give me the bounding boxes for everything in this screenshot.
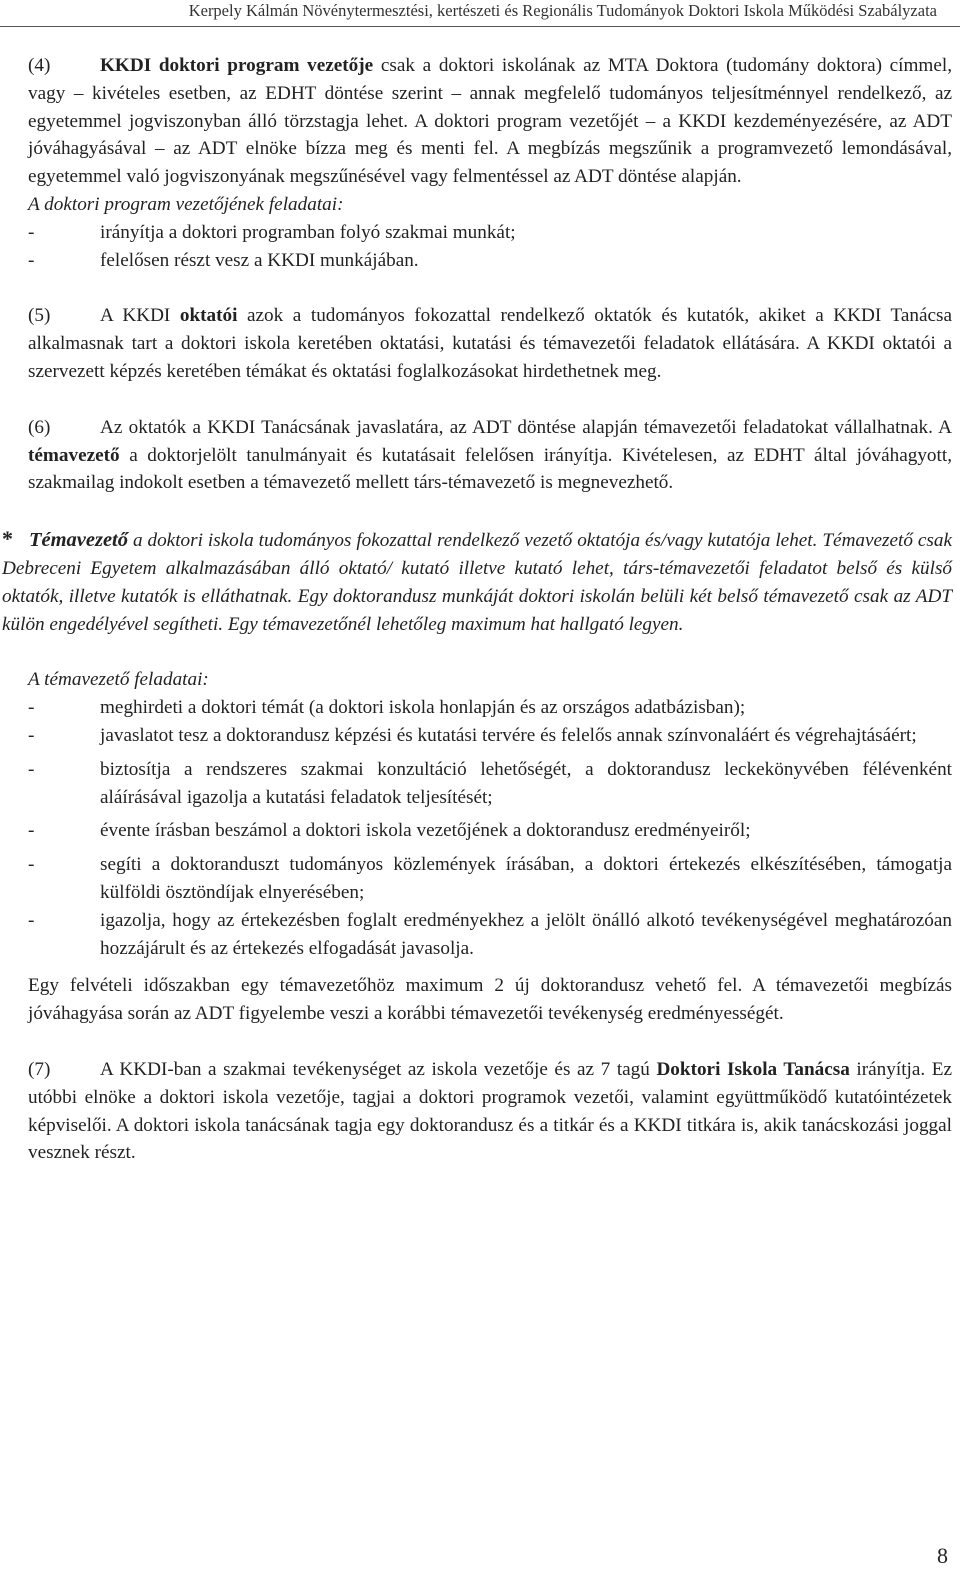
bold-term: Doktori Iskola Tanácsa [656, 1058, 850, 1080]
program-leader-duties-list [28, 219, 952, 275]
section-5-paragraph: (5) A KKDI oktatói azok a tudományos fokozattal rendelkező oktatók és kutatók, akiket a KKDI Tanácsa alkalmasnak tart a doktori iskola keretében oktatási, kutatási és témavezetői feladatok ellátására. A KKDI oktatói a szervezett képzés keretében témákat és oktatási foglalkozásokat hirdethetnek meg. [28, 302, 952, 385]
section-4-paragraph [28, 52, 952, 191]
page-number: 8 [937, 1543, 948, 1568]
bold-term: Témavezető [28, 529, 128, 552]
supervisor-duties-list [28, 694, 952, 962]
list-item: - meghirdeti a doktori témát (a doktori iskola honlapján és az országos adatbázisban); [28, 697, 746, 719]
list-item: - biztosítja a rendszeres szakmai konzultáció lehetőségét, a doktorandusz leckekönyvében félévenként aláírásával igazolja a kutatási feladatok teljesítését; [28, 758, 952, 808]
section-6-paragraph: (6) Az oktatók a KKDI Tanácsának javaslatára, az ADT döntése alapján témavezetői feladatokat vállalhatnak. A témavezető a doktorjelölt tanulmányait és kutatásait felelősen irányítja. Kivételesen, az EDHT által jóváhagyott, szakmailag indokolt esetben a témavezető mellett társ-témavezető is megnevezhető. [28, 414, 952, 497]
list-item: - javaslatot tesz a doktorandusz képzési és kutatási tervére és felelős annak színvonaláért és végrehajtásáért; [28, 724, 917, 746]
section-number: (6) [28, 416, 51, 438]
list-item: - segíti a doktoranduszt tudományos közlemények írásában, a doktori értekezés elkészítésében, támogatja külföldi ösztöndíjak elnyerésében; [28, 854, 952, 903]
section-number: (7) [28, 1058, 51, 1080]
running-header [0, 0, 960, 27]
section-number: (5) [28, 305, 51, 327]
paragraph-text: csak a doktori iskolának az MTA Doktora (tudomány doktora) címmel, vagy – kivételes esetben, az EDHT döntése szerint – annak megfelelő tudományos teljesítménnyel rendelkező, az egyetemmel jogviszonyban álló törzstagja lehet. A doktori program vezetőjét – a KKDI kezdeményezésére, az ADT jóváhagyásával – az ADT elnöke bízza meg és menti fel. A megbízás megszűnik a programvezető lemondásával, egyetemmel való jogviszonyának megszűnésével vagy felmentéssel az ADT döntése alapján. [28, 55, 953, 188]
list-item: - irányítja a doktori programban folyó szakmai munkát; [28, 221, 516, 243]
document-body [2, 52, 953, 1167]
list-item: - felelősen részt vesz a KKDI munkájában. [28, 249, 419, 271]
supervisor-duties-title: A témavezető feladatai: [28, 669, 209, 691]
bold-term: KKDI doktori program vezetője [100, 55, 374, 76]
list-item: - igazolja, hogy az értekezésben foglalt eredményekhez a jelölt önálló alkotó tevékenységével meghatározóan hozzájárult és az értekezés elfogadását javasolja. [28, 909, 952, 959]
supervisor-note: * Témavezető a doktori iskola tudományos fokozattal rendelkező vezető oktatója és/vagy kutatója lehet. Témavezető csak Debreceni Egyetem alkalmazásában álló oktató/ kutató illetve kutató lehet, társ-témavezetői feladatot belső és külső oktatók, illetve kutatók is elláthatnak. Egy doktorandusz munkáját doktori iskolán belüli két belső témavezető csak az ADT külön engedélyével segítheti. Egy témavezetőnél lehetőleg maximum hat hallgató legyen. [2, 526, 952, 635]
asterisk-marker: * [2, 526, 13, 552]
section-number: (4) [28, 55, 51, 76]
bold-term: témavezető [28, 444, 120, 466]
running-title: Kerpely Kálmán Növénytermesztési, kertészeti és Regionális Tudományok Doktori Iskola Működési Szabályzata [188, 1, 937, 20]
program-leader-duties-title: A doktori program vezetőjének feladatai: [28, 193, 344, 215]
bold-term: oktatói [179, 305, 238, 327]
list-item: - évente írásban beszámol a doktori iskola vezetőjének a doktorandusz eredményeiről; [28, 820, 751, 842]
section-7-paragraph: (7) A KKDI-ban a szakmai tevékenységet az iskola vezetője és az 7 tagú Doktori Iskola Tanácsa irányítja. Ez utóbbi elnöke a doktori iskola vezetője, tagjai a doktori programok vezetői, valamint együttműködő kutatóintézetek képviselői. A doktori iskola tanácsának tagja egy doktorandusz és a titkár és a KKDI titkára is, akik tanácskozási joggal vesznek részt. [28, 1056, 952, 1167]
supervisor-closing-paragraph: Egy felvételi időszakban egy témavezetőhöz maximum 2 új doktorandusz vehető fel. A témavezetői megbízás jóváhagyása során az ADT figyelembe veszi a korábbi témavezetői tevékenység eredményességét. [28, 975, 952, 1025]
